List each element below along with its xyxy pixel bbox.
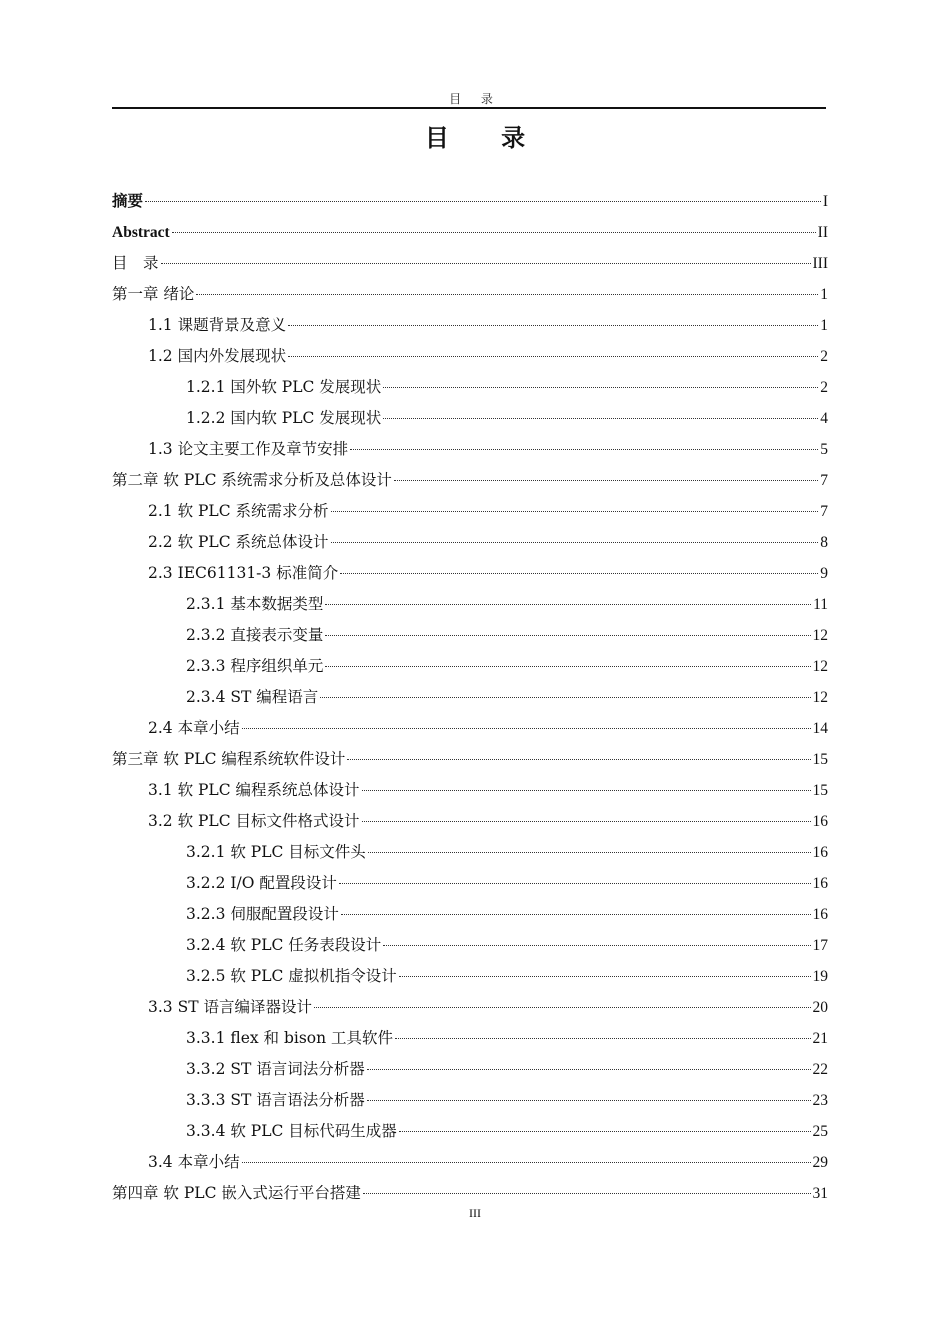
- toc-entry-page-number: 14: [812, 720, 828, 737]
- toc-entry-label: 2.3.2 直接表示变量: [186, 626, 324, 644]
- dot-leader: [339, 883, 811, 884]
- toc-entry-label: 3.1 软 PLC 编程系统总体设计: [148, 781, 360, 799]
- dot-leader: [325, 666, 810, 667]
- header-rule: [112, 107, 826, 109]
- toc-entry[interactable]: [112, 403, 828, 434]
- dot-leader: [288, 325, 818, 326]
- toc-entry-label: 3.3.4 软 PLC 目标代码生成器: [186, 1122, 397, 1140]
- toc-entry[interactable]: [112, 248, 828, 279]
- toc-entry-page-number: 12: [812, 658, 828, 675]
- toc-entry-label: 2.3.4 ST 编程语言: [186, 688, 319, 706]
- toc-entry-label: 1.2 国内外发展现状: [148, 347, 287, 365]
- toc-entry-label: 1.2.2 国内软 PLC 发展现状: [186, 409, 382, 427]
- toc-entry-label: 3.3.2 ST 语言词法分析器: [186, 1060, 365, 1078]
- dot-leader: [368, 852, 811, 853]
- toc-entry-label: 2.3 IEC61131-3 标准简介: [148, 564, 339, 582]
- toc-entry-label: 3.3 ST 语言编译器设计: [148, 998, 312, 1016]
- toc-entry[interactable]: [112, 1023, 828, 1054]
- toc-entry-label: 3.2.5 软 PLC 虚拟机指令设计: [186, 967, 397, 985]
- toc-entry[interactable]: [112, 279, 828, 310]
- toc-entry-label: 3.2.1 软 PLC 目标文件头: [186, 843, 366, 861]
- dot-leader: [383, 418, 818, 419]
- toc-entry[interactable]: [112, 1178, 828, 1209]
- toc-entry-label: 3.2.4 软 PLC 任务表段设计: [186, 936, 382, 954]
- dot-leader: [242, 1162, 811, 1163]
- dot-leader: [288, 356, 818, 357]
- toc-entry-page-number: 23: [812, 1092, 828, 1109]
- toc-entry-page-number: 16: [812, 875, 828, 892]
- toc-entry-page-number: 16: [812, 813, 828, 830]
- toc-entry-label: 摘要: [112, 193, 144, 210]
- toc-entry-page-number: 1: [820, 286, 828, 303]
- toc-entry[interactable]: [112, 310, 828, 341]
- toc-entry-page-number: 16: [812, 844, 828, 861]
- toc-entry-page-number: 21: [812, 1030, 828, 1047]
- toc-entry-page-number: 7: [820, 472, 828, 489]
- dot-leader: [367, 1069, 811, 1070]
- toc-entry[interactable]: [112, 186, 828, 217]
- toc-entry-page-number: 8: [820, 534, 828, 551]
- toc-entry[interactable]: [112, 372, 828, 403]
- toc-entry-page-number: 19: [812, 968, 828, 985]
- toc-entry[interactable]: [112, 837, 828, 868]
- dot-leader: [399, 1131, 811, 1132]
- toc-entry-page-number: 16: [812, 906, 828, 923]
- dot-leader: [395, 1038, 810, 1039]
- toc-entry[interactable]: [112, 868, 828, 899]
- toc-entry-page-number: 12: [812, 689, 828, 706]
- toc-entry[interactable]: [112, 496, 828, 527]
- dot-leader: [350, 449, 818, 450]
- toc-entry[interactable]: [112, 961, 828, 992]
- toc-entry-page-number: 22: [812, 1061, 828, 1078]
- dot-leader: [399, 976, 811, 977]
- toc-entry-label: 第三章 软 PLC 编程系统软件设计: [112, 750, 346, 768]
- dot-leader: [341, 914, 811, 915]
- toc-entry-label: 3.2.3 伺服配置段设计: [186, 905, 339, 923]
- toc-entry[interactable]: [112, 558, 828, 589]
- toc-entry-label: 2.1 软 PLC 系统需求分析: [148, 502, 329, 520]
- dot-leader: [172, 232, 816, 233]
- running-header: 目 录: [449, 92, 501, 106]
- toc-entry-page-number: 4: [820, 410, 828, 427]
- toc-entry-label: 第二章 软 PLC 系统需求分析及总体设计: [112, 471, 392, 489]
- toc-entry-page-number: 7: [820, 503, 828, 520]
- dot-leader: [362, 821, 811, 822]
- toc-entry-label: 第四章 软 PLC 嵌入式运行平台搭建: [112, 1184, 361, 1202]
- toc-entry[interactable]: [112, 434, 828, 465]
- dot-leader: [340, 573, 818, 574]
- toc-entry-label: 2.3.1 基本数据类型: [186, 595, 324, 613]
- toc-entry[interactable]: [112, 806, 828, 837]
- toc-entry[interactable]: [112, 930, 828, 961]
- toc-entry-label: 2.3.3 程序组织单元: [186, 657, 324, 675]
- toc-entry-page-number: 2: [820, 379, 828, 396]
- dot-leader: [331, 511, 819, 512]
- toc-entry[interactable]: [112, 682, 828, 713]
- toc-entry-label: 3.2 软 PLC 目标文件格式设计: [148, 812, 360, 830]
- toc-entry-label: 1.2.1 国外软 PLC 发展现状: [186, 378, 382, 396]
- dot-leader: [196, 294, 818, 295]
- page-number: III: [469, 1206, 481, 1220]
- dot-leader: [314, 1007, 811, 1008]
- toc-entry-page-number: 31: [812, 1185, 828, 1202]
- toc-entry-page-number: 9: [820, 565, 828, 582]
- dot-leader: [383, 387, 818, 388]
- dot-leader: [331, 542, 819, 543]
- dot-leader: [394, 480, 818, 481]
- toc-entry[interactable]: [112, 713, 828, 744]
- dot-leader: [383, 945, 810, 946]
- toc-entry-label: 3.2.2 I/O 配置段设计: [186, 874, 337, 892]
- dot-leader: [325, 635, 810, 636]
- toc-entry[interactable]: [112, 527, 828, 558]
- toc-entry[interactable]: [112, 341, 828, 372]
- dot-leader: [367, 1100, 811, 1101]
- toc-entry-label: 3.3.3 ST 语言语法分析器: [186, 1091, 365, 1109]
- toc-entry-label: 2.4 本章小结: [148, 719, 240, 737]
- dot-leader: [347, 759, 810, 760]
- toc-entry-page-number: 11: [813, 596, 828, 613]
- dot-leader: [362, 790, 811, 791]
- toc-entry-page-number: 17: [812, 937, 828, 954]
- toc-entry-label: 1.3 论文主要工作及章节安排: [148, 440, 349, 458]
- toc-entry[interactable]: [112, 620, 828, 651]
- toc-entry-label: 3.3.1 flex 和 bison 工具软件: [186, 1029, 394, 1047]
- toc-entry-page-number: 20: [812, 999, 828, 1016]
- dot-leader: [161, 263, 811, 264]
- toc-entry-page-number: II: [817, 224, 828, 241]
- toc-entry-page-number: III: [812, 255, 828, 272]
- toc-entry-label: 第一章 绪论: [112, 285, 195, 303]
- toc-entry-label: Abstract: [112, 224, 170, 241]
- toc-entry-label: 目 录: [112, 254, 159, 272]
- toc-entry[interactable]: [112, 775, 828, 806]
- toc-entry-label: 1.1 课题背景及意义: [148, 316, 287, 334]
- toc-entry-page-number: I: [822, 193, 828, 210]
- toc-entry[interactable]: [112, 1085, 828, 1116]
- dot-leader: [320, 697, 810, 698]
- toc-entry[interactable]: [112, 651, 828, 682]
- toc-entry-page-number: 12: [812, 627, 828, 644]
- toc-entry-label: 3.4 本章小结: [148, 1153, 240, 1171]
- toc-entry[interactable]: [112, 744, 828, 775]
- toc-entry-label: 2.2 软 PLC 系统总体设计: [148, 533, 329, 551]
- toc-entry-page-number: 2: [820, 348, 828, 365]
- toc-entry[interactable]: [112, 1054, 828, 1085]
- toc-entry[interactable]: [112, 589, 828, 620]
- dot-leader: [363, 1193, 811, 1194]
- toc-entry[interactable]: [112, 1147, 828, 1178]
- table-of-contents: [112, 186, 828, 1209]
- toc-entry-page-number: 25: [812, 1123, 828, 1140]
- toc-entry[interactable]: [112, 992, 828, 1023]
- toc-entry-page-number: 5: [820, 441, 828, 458]
- toc-entry-page-number: 15: [812, 782, 828, 799]
- toc-entry[interactable]: [112, 465, 828, 496]
- dot-leader: [145, 201, 821, 202]
- dot-leader: [325, 604, 811, 605]
- toc-entry-page-number: 15: [812, 751, 828, 768]
- toc-entry[interactable]: [112, 217, 828, 248]
- dot-leader: [242, 728, 811, 729]
- toc-entry-page-number: 29: [812, 1154, 828, 1171]
- toc-entry[interactable]: [112, 1116, 828, 1147]
- toc-entry[interactable]: [112, 899, 828, 930]
- toc-entry-page-number: 1: [820, 317, 828, 334]
- page-title: 目 录: [424, 123, 548, 152]
